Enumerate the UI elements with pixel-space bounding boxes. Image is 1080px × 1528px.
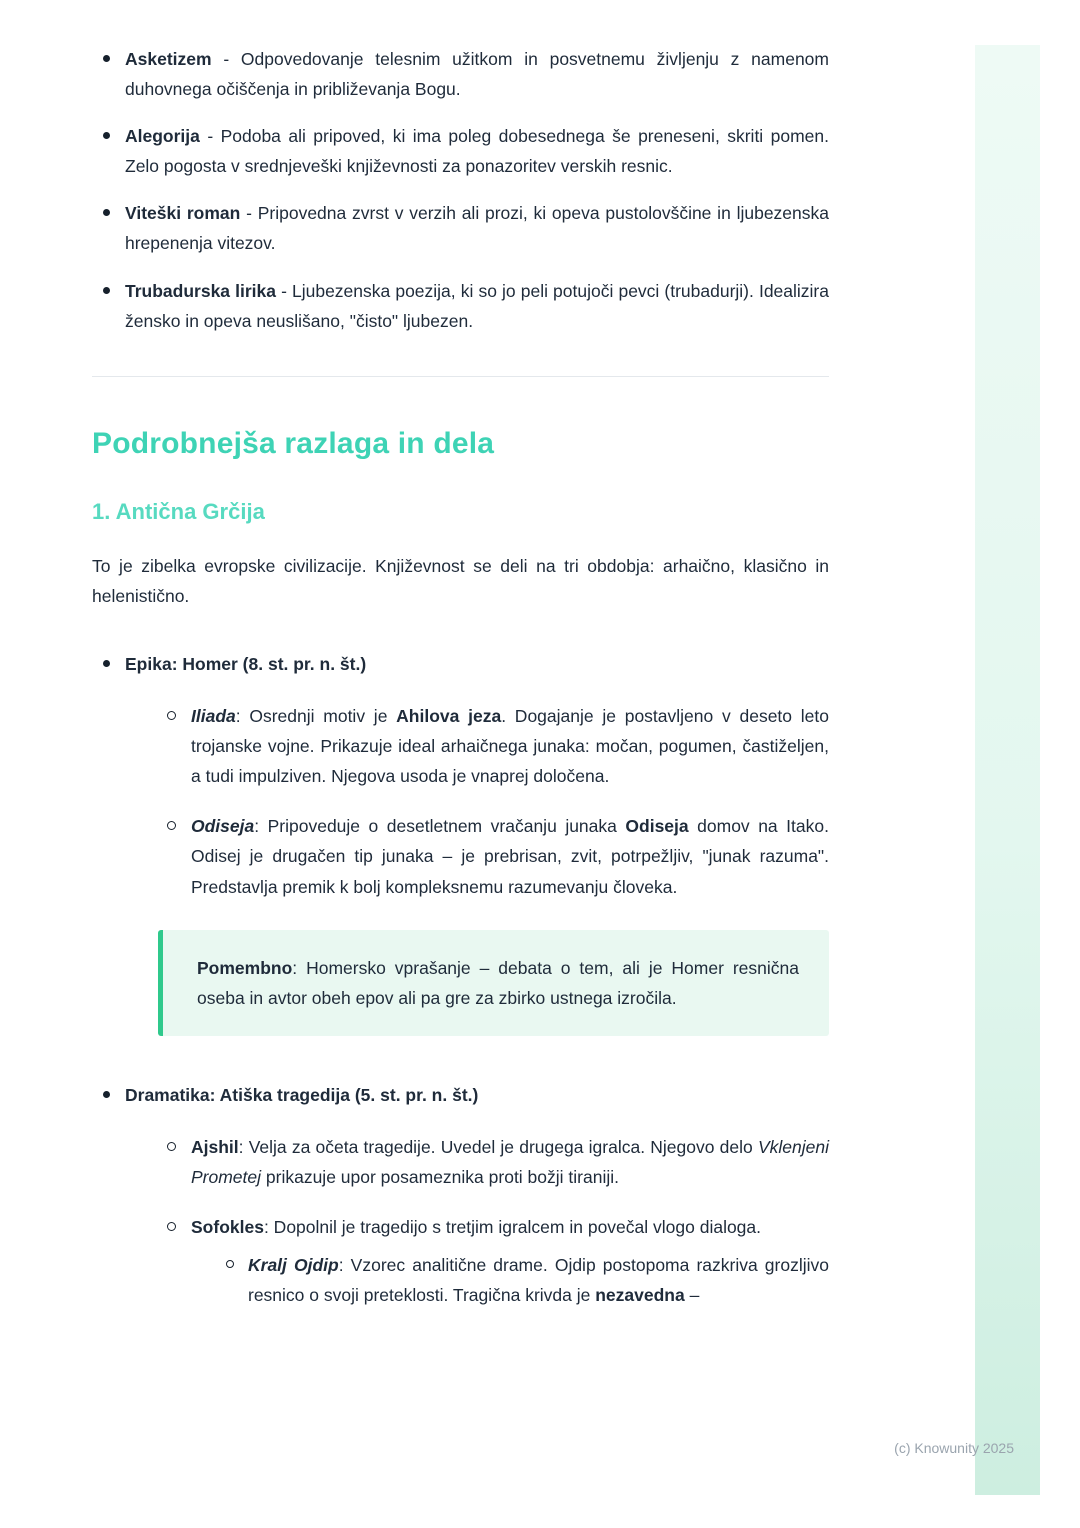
right-accent-stripe — [975, 45, 1040, 1495]
list-item-odiseja — [158, 811, 829, 901]
important-callout — [158, 930, 829, 1036]
list-item-text: Odiseja: Pripoveduje o desetletnem vračanju junaka Odiseja domov na Itako. Odisej je drugačen tip junaka – je prebrisan, zvit, potrpežljiv, "junak razuma". Predstavlja premik k bolj kompleksnemu razumevanju človeka. — [191, 816, 829, 897]
list-item-text: Asketizem - Odpovedovanje telesnim užitkom in posvetnemu življenju z namenom duhovnega očiščenja in približevanja Bogu. — [125, 49, 829, 100]
epic-sublist — [158, 701, 829, 902]
list-item-dramatika — [92, 1080, 829, 1311]
list-item-iliada — [158, 701, 829, 791]
list-item-viteski-roman — [92, 198, 829, 258]
greek-literature-list — [92, 649, 829, 1310]
page-content — [92, 44, 829, 1330]
list-item-text: Dramatika: Atiška tragedija (5. st. pr. n. št.) — [125, 1084, 479, 1105]
list-item-text: Kralj Ojdip: Vzorec analitične drame. Ojdip postopoma razkriva grozljivo resnico o svoji preteklosti. Tragična krivda je nezavedna – — [248, 1255, 829, 1306]
drama-sublist — [158, 1132, 829, 1310]
intro-paragraph: To je zibelka evropske civilizacije. Književnost se deli na tri obdobja: arhaično, klasično in helenistično. — [92, 555, 829, 606]
list-item-text: Viteški roman - Pripovedna zvrst v verzih ali prozi, ki opeva pustolovščine in ljubezenska hrepenenja vitezov. — [125, 203, 829, 254]
list-item-text: Ajshil: Velja za očeta tragedije. Uvedel je drugega igralca. Njegovo delo Vklenjeni Prometej prikazuje upor posameznika proti božji tiraniji. — [191, 1136, 829, 1187]
list-item-text: Epika: Homer (8. st. pr. n. št.) — [125, 653, 367, 674]
list-item-asketizem — [92, 44, 829, 104]
list-item-trubadurska-lirika — [92, 276, 829, 336]
callout-text: Pomembno: Homersko vprašanje – debata o tem, ali je Homer resnična oseba in avtor obeh epov ali pa gre za zbirko ustnega izročila. — [197, 957, 799, 1008]
list-item-sofokles — [158, 1212, 829, 1310]
list-item-kralj-ojdip — [225, 1250, 829, 1310]
list-item-text: Trubadurska lirika - Ljubezenska poezija, ki so jo peli potujoči pevci (trubadurji). Idealizira žensko in opeva neuslišano, "čisto" ljubezen. — [125, 280, 829, 331]
list-item-text: Iliada: Osrednji motiv je Ahilova jeza. Dogajanje je postavljeno v deseto leto trojanske vojne. Prikazuje ideal arhaičnega junaka: močan, pogumen, častiželjen, a tudi impulziven. Njegova usoda je vnaprej določena. — [191, 706, 829, 787]
glossary-list — [92, 44, 829, 336]
list-item-alegorija — [92, 121, 829, 181]
section-divider — [92, 376, 829, 377]
subsection-title: 1. Antična Grčija — [92, 498, 265, 524]
list-item-ajshil — [158, 1132, 829, 1192]
copyright-notice: (c) Knowunity 2025 — [894, 1440, 1014, 1456]
list-item-text: Sofokles: Dopolnil je tragedijo s tretjim igralcem in povečal vlogo dialoga. — [191, 1217, 762, 1238]
list-item-text: Alegorija - Podoba ali pripoved, ki ima poleg dobesednega še preneseni, skriti pomen. Zelo pogosta v srednjeveški književnosti za ponazoritev verskih resnic. — [125, 126, 829, 177]
sofokles-sublist — [225, 1250, 829, 1310]
list-item-epika — [92, 649, 829, 1036]
section-title: Podrobnejša razlaga in dela — [92, 426, 495, 460]
